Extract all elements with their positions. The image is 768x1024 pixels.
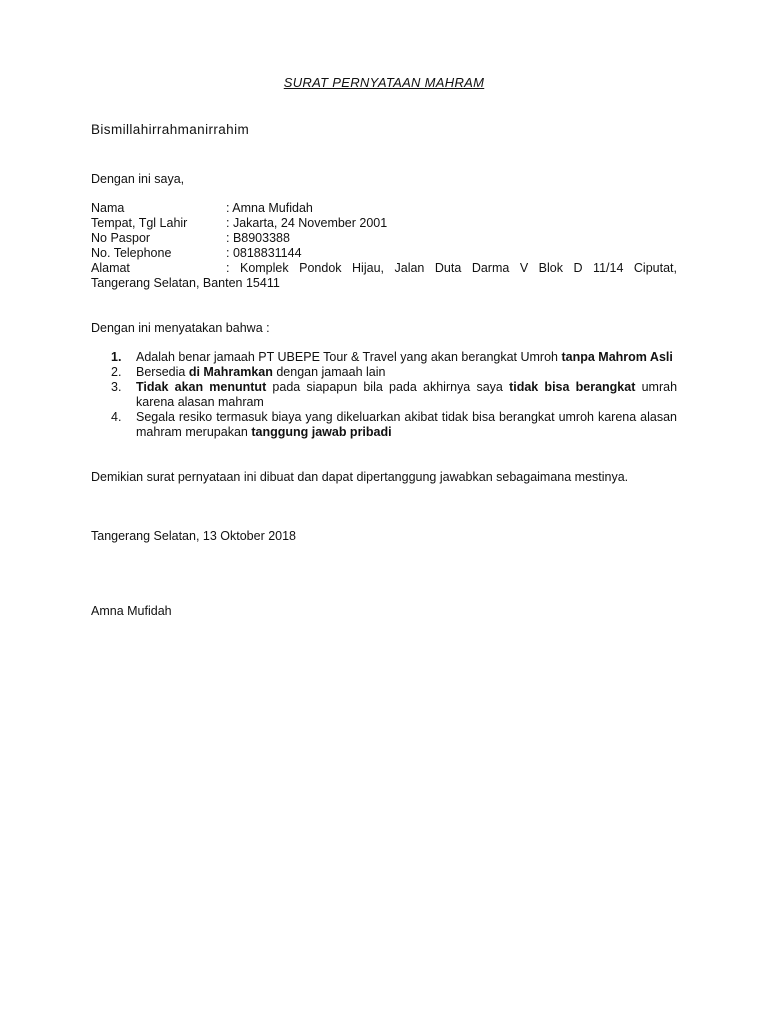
name-row [91,201,677,216]
declaration-intro: Dengan ini menyatakan bahwa : [91,321,270,335]
statement-text [136,350,677,365]
statement-text [136,365,677,380]
statement-text [136,380,677,410]
closing-paragraph: Demikian surat pernyataan ini dibuat dan dapat dipertanggung jawabkan sebagaimana mestinya. [91,470,629,484]
statement-emphasis: Tidak akan menuntut [136,380,267,394]
name-label: Nama [91,201,125,215]
signer-name: Amna Mufidah [91,604,172,618]
place-date: Tangerang Selatan, 13 Oktober 2018 [91,529,297,543]
statement-emphasis: tanggung jawab pribadi [251,425,392,439]
statement-item [111,380,677,410]
address-value-line2: Tangerang Selatan, Banten 15411 [91,276,280,290]
phone-label: No. Telephone [91,246,172,260]
statement-number: 1. [111,350,122,364]
address-label: Alamat [91,261,130,275]
statement-item [111,350,677,365]
address-value-line1: : Komplek Pondok Hijau, Jalan Duta Darma V Blok D 11/14 Ciputat, [226,261,677,275]
statement-item [111,365,677,380]
statement-list [111,350,677,440]
birth-row [91,216,677,231]
statement-emphasis: di Mahramkan [188,365,273,379]
name-value: : Amna Mufidah [226,201,313,215]
statement-fragment: dengan jamaah lain [272,365,386,379]
statement-fragment: pada siapapun bila pada akhirnya saya [266,380,510,394]
document-title: SURAT PERNYATAAN MAHRAM [283,75,485,90]
statement-fragment: Adalah benar jamaah PT UBEPE Tour & Travel yang akan berangkat Umroh [136,350,562,364]
passport-label: No Paspor [91,231,151,245]
statement-number: 4. [111,410,122,424]
greeting: Bismillahirrahmanirrahim [91,122,250,137]
birth-value: : Jakarta, 24 November 2001 [226,216,388,230]
statement-emphasis: tidak bisa berangkat [509,380,636,394]
statement-fragment: umrah karena alasan mahram [136,380,678,409]
identity-block [91,201,677,291]
statement-number: 3. [111,380,122,394]
phone-row [91,246,677,261]
opening-line: Dengan ini saya, [91,172,185,186]
birth-label: Tempat, Tgl Lahir [91,216,188,230]
statement-text [136,410,677,440]
address-row [91,261,677,276]
statement-emphasis: tanpa Mahrom Asli [561,350,673,364]
statement-number: 2. [111,365,122,379]
passport-value: : B8903388 [226,231,290,245]
statement-item [111,410,677,440]
statement-fragment: Bersedia [136,365,189,379]
passport-row [91,231,677,246]
phone-value: : 0818831144 [226,246,302,260]
statement-fragment: Segala resiko termasuk biaya yang dikeluarkan akibat tidak bisa berangkat umroh karena alasan mahram merupakan [136,410,677,439]
